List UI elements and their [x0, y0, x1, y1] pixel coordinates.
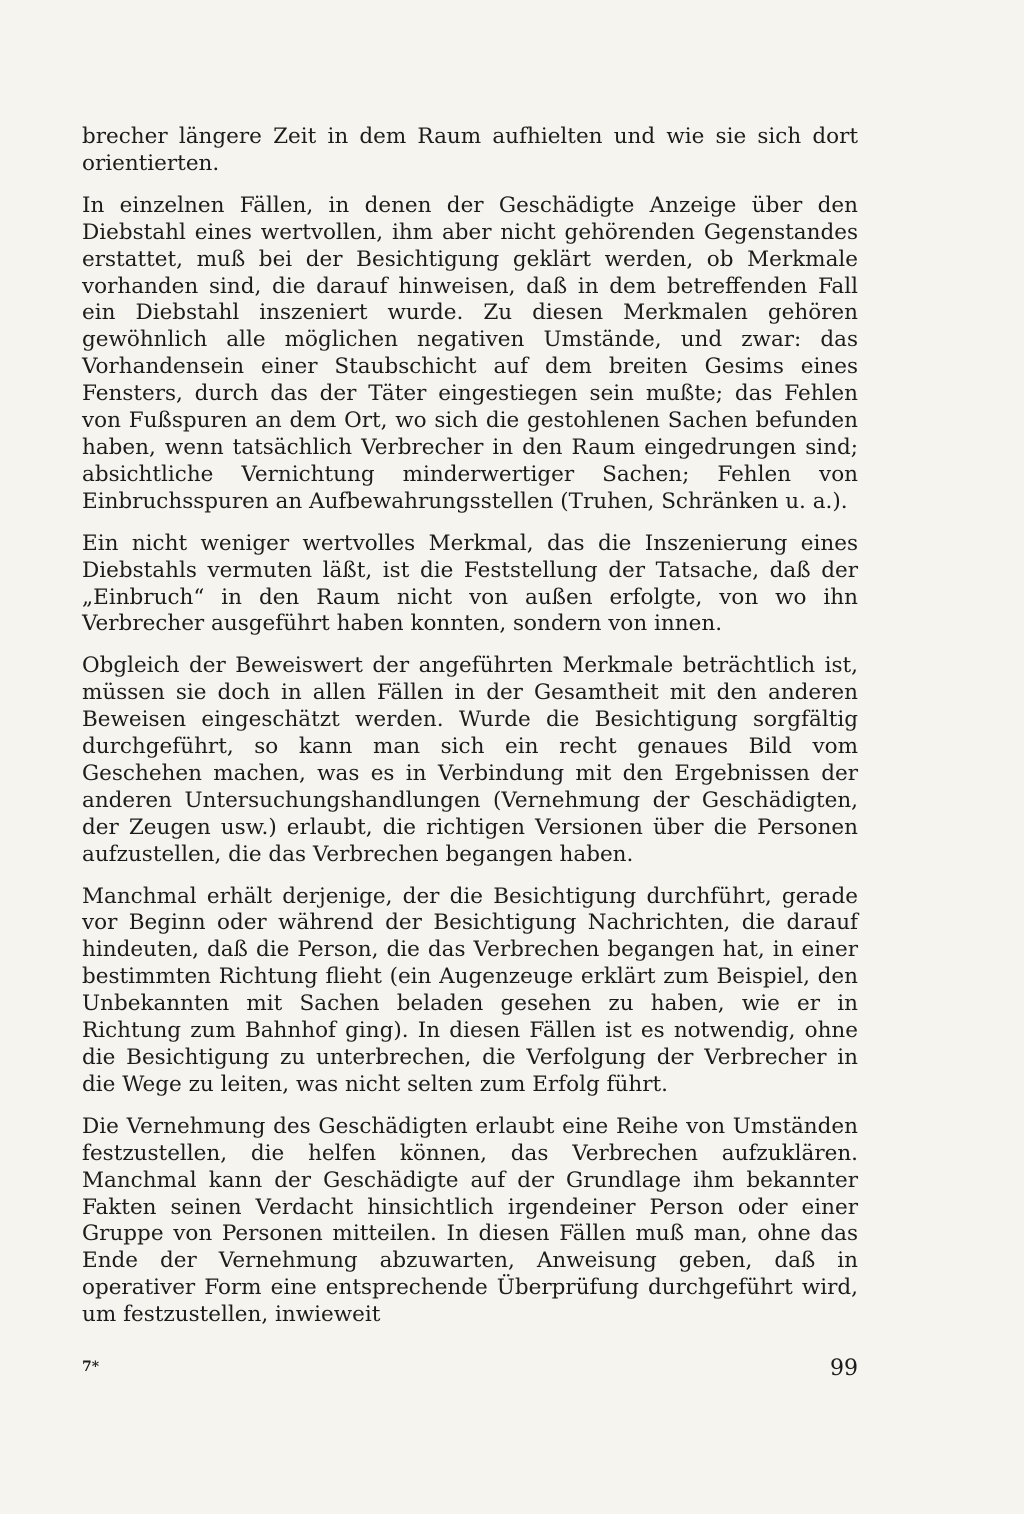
page-body: [82, 124, 858, 1329]
sheet-signature: 7*: [82, 1359, 100, 1375]
paragraph: Obgleich der Beweiswert der angeführten Merkmale beträchtlich ist, müssen sie doch in allen Fällen in der Gesamtheit mit den anderen Beweisen eingeschätzt werden. Wurde die Besichtigung sorgfältig durchgeführt, so kann man sich ein recht genaues Bild vom Geschehen machen, was es in Verbindung mit den Ergebnissen der anderen Untersuchungshandlungen (Vernehmung der Geschädigten, der Zeugen usw.) erlaubt, die richtigen Versionen über die Personen aufzustellen, die das Verbrechen begangen haben.: [82, 653, 858, 867]
paragraph: brecher längere Zeit in dem Raum aufhielten und wie sie sich dort orientierten.: [82, 124, 858, 176]
paragraph: Manchmal erhält derjenige, der die Besichtigung durchführt, gerade vor Beginn oder während der Besichtigung Nachrichten, die darauf hindeuten, daß die Person, die das Verbrechen begangen hat, in einer bestimmten Richtung flieht (ein Augenzeuge erklärt zum Beispiel, den Unbekannten mit Sachen beladen gesehen zu haben, wie er in Richtung zum Bahnhof ging). In diesen Fällen ist es notwendig, ohne die Besichtigung zu unterbrechen, die Verfolgung der Verbrecher in die Wege zu leiten, was nicht selten zum Erfolg führt.: [82, 883, 858, 1097]
paragraph: In einzelnen Fällen, in denen der Geschädigte Anzeige über den Diebstahl eines wertvollen, ihm aber nicht gehörenden Gegenstandes erstattet, muß bei der Besichtigung geklärt werden, ob Merkmale vorhanden sind, die darauf hinweisen, daß in dem betreffenden Fall ein Diebstahl inszeniert wurde. Zu diesen Merkmalen gehören gewöhnlich alle möglichen negativen Umstände, und zwar: das Vorhandensein einer Staubschicht auf dem breiten Gesims eines Fensters, durch das der Täter eingestiegen sein mußte; das Fehlen von Fußspuren an dem Ort, wo sich die gestohlenen Sachen befunden haben, wenn tatsächlich Verbrecher in den Raum eingedrungen sind; absichtliche Vernichtung minderwertiger Sachen; Fehlen von Einbruchsspuren an Aufbewahrungsstellen (Truhen, Schränken u. a.).: [82, 192, 858, 514]
paragraph: Die Vernehmung des Geschädigten erlaubt eine Reihe von Umständen festzustellen, die helfen können, das Verbrechen aufzuklären. Manchmal kann der Geschädigte auf der Grundlage ihm bekannter Fakten seinen Verdacht hinsichtlich irgendeiner Person oder einer Gruppe von Personen mitteilen. In diesen Fällen muß man, ohne das Ende der Vernehmung abzuwarten, Anweisung geben, daß in operativer Form eine entsprechende Überprüfung durchgeführt wird, um festzustellen, inwieweit: [82, 1113, 858, 1328]
page-number: 99: [830, 1356, 858, 1381]
paragraph: Ein nicht weniger wertvolles Merkmal, das die Inszenierung eines Diebstahls vermuten läßt, ist die Feststellung der Tatsache, daß der „Einbruch“ in den Raum nicht von außen erfolgte, von wo ihn Verbrecher ausgeführt haben konnten, sondern von innen.: [82, 530, 858, 637]
